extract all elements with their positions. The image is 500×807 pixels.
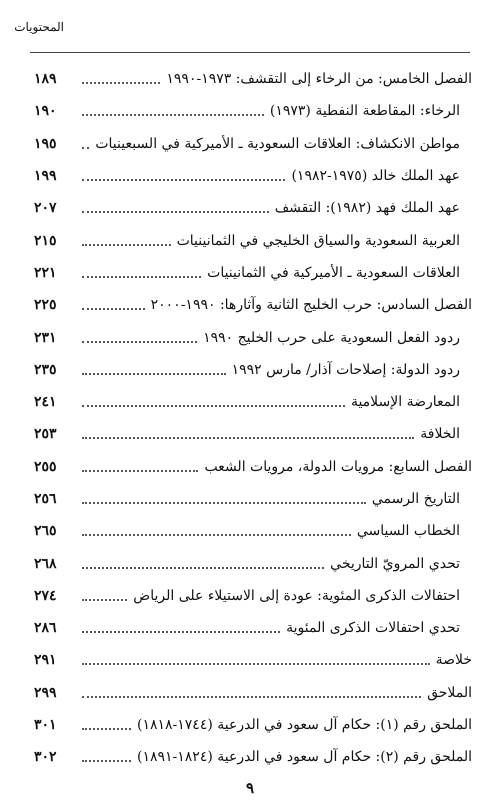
toc-leader-dots (82, 405, 345, 407)
toc-entry-title: عهد الملك فهد (١٩٨٢): التقشف (274, 200, 460, 217)
toc-entry (34, 644, 472, 676)
toc-leader-dots (82, 114, 264, 116)
toc-entry-title: الملاحق (427, 684, 472, 701)
toc-entry-title: الملحق رقم (٢): حكام آل سعود في الدرعية (١٨٢٤-١٨٩١) (136, 749, 472, 766)
toc-entry-title: الخلافة (420, 426, 460, 443)
toc-entry-page: ١٩٥ (34, 135, 57, 152)
toc-entry (34, 354, 472, 386)
toc-entry-page: ٢٢١ (34, 264, 57, 281)
toc-entry-title: الفصل السادس: حرب الخليج الثانية وآثارها: ١٩٩٠-٢٠٠٠ (150, 297, 472, 314)
toc-entry (34, 547, 472, 579)
toc-entry-page: ٢٥٣ (34, 426, 57, 443)
toc-entry-page: ٣٠١ (34, 717, 57, 734)
toc-entry-title: الرخاء: المقاطعة النفطية (١٩٧٣) (269, 103, 460, 120)
toc-entry (34, 451, 472, 483)
toc-entry-page: ٢٢٥ (34, 297, 57, 314)
toc-entry (34, 160, 472, 192)
toc-leader-dots (82, 599, 127, 601)
toc-leader-dots (82, 534, 351, 536)
toc-entry (34, 321, 472, 353)
toc-entry-title: تحدي المرويّ التاريخي (330, 555, 460, 572)
toc-entry-page: ٢٨٦ (34, 620, 57, 637)
toc-entry-title: التاريخ الرسمي (371, 491, 460, 507)
toc-entry (34, 95, 472, 127)
toc-entry (34, 580, 472, 612)
toc-entry (34, 709, 472, 741)
toc-leader-dots (82, 663, 430, 665)
toc-leader-dots (82, 567, 324, 569)
toc-leader-dots (82, 341, 197, 343)
toc-entry-title: تحدي احتفالات الذكرى المئوية (286, 620, 460, 637)
toc-entry-page: ١٩٠ (34, 103, 57, 120)
toc-entry-page: ٢٣٥ (34, 361, 57, 378)
toc-leader-dots (82, 276, 201, 278)
toc-entry-page: ٢٦٨ (34, 555, 57, 572)
toc-entry-page: ٣٠٢ (34, 749, 57, 766)
toc-entry-title: عهد الملك خالد (١٩٧٥-١٩٨٢) (291, 168, 460, 185)
running-head: المحتويات (14, 20, 64, 34)
toc-entry-page: ٢١٥ (34, 232, 57, 249)
toc-entry-title: العربية السعودية والسياق الخليجي في الثمانينيات (176, 232, 460, 249)
toc-entry-title: الخطاب السياسي (356, 523, 460, 540)
toc-leader-dots (82, 470, 198, 472)
toc-entry (34, 257, 472, 289)
toc-entry-title: خلاصة (435, 652, 472, 669)
toc-entry (34, 128, 472, 160)
toc-entry-page: ٢٤١ (34, 394, 57, 411)
toc-entry (34, 418, 472, 450)
toc-leader-dots (82, 696, 421, 698)
toc-leader-dots (82, 211, 269, 213)
toc-entry (34, 192, 472, 224)
toc-entry-title: ردود الفعل السعودية على حرب الخليج ١٩٩٠ (203, 329, 460, 346)
toc-leader-dots (82, 502, 366, 504)
toc-entry-page: ٢٩١ (34, 652, 57, 669)
toc-entry (34, 386, 472, 418)
toc-entry-page: ٢٩٩ (34, 684, 57, 701)
toc-entry-title: الملحق رقم (١): حكام آل سعود في الدرعية (١٧٤٤-١٨١٨) (136, 717, 472, 734)
toc-entry-page: ٢٣١ (34, 329, 57, 346)
toc-entry (34, 677, 472, 709)
toc-leader-dots (82, 437, 414, 439)
toc-entry (34, 515, 472, 547)
toc-leader-dots (82, 82, 160, 84)
toc-entry-page: ١٩٩ (34, 168, 57, 185)
toc-leader-dots (82, 244, 171, 246)
toc-entry-page: ٢٥٦ (34, 491, 57, 507)
toc-leader-dots (82, 179, 285, 181)
page-number: ٩ (245, 779, 255, 797)
toc-entry-title: ردود الدولة: إصلاحات آذار/ مارس ١٩٩٢ (231, 361, 460, 378)
toc-entry (34, 612, 472, 644)
toc-leader-dots (82, 373, 226, 375)
toc-entry-title: العلاقات السعودية ـ الأميركية في الثمانينيات (207, 264, 460, 281)
toc-entry-page: ١٨٩ (34, 71, 57, 88)
toc-leader-dots (82, 728, 131, 730)
toc-entry (34, 224, 472, 256)
toc-entry-title: الفصل الخامس: من الرخاء إلى التقشف: ١٩٧٣-١٩٩٠ (166, 71, 472, 88)
toc-entry (34, 289, 472, 321)
toc-entry-title: احتفالات الذكرى المئوية: عودة إلى الاستيلاء على الرياض (133, 587, 460, 604)
toc-entry (34, 741, 472, 773)
toc-leader-dots (82, 308, 145, 310)
toc-entry-title: المعارضة الإسلامية (350, 394, 460, 411)
toc-entry (34, 483, 472, 515)
table-of-contents (34, 63, 472, 774)
header-rule (30, 52, 470, 53)
toc-leader-dots (82, 631, 280, 633)
toc-entry-page: ٢٥٥ (34, 458, 57, 475)
toc-leader-dots (82, 147, 89, 149)
toc-leader-dots (82, 760, 131, 762)
toc-entry-page: ٢٧٤ (34, 587, 57, 604)
toc-entry-page: ٢٦٥ (34, 523, 57, 540)
toc-entry-page: ٢٠٧ (34, 200, 57, 217)
toc-entry-title: الفصل السابع: مرويات الدولة، مرويات الشعب (204, 458, 472, 475)
toc-entry (34, 63, 472, 95)
toc-entry-title: مواطن الانكشاف: العلاقات السعودية ـ الأميركية في السبعينيات (95, 135, 460, 152)
